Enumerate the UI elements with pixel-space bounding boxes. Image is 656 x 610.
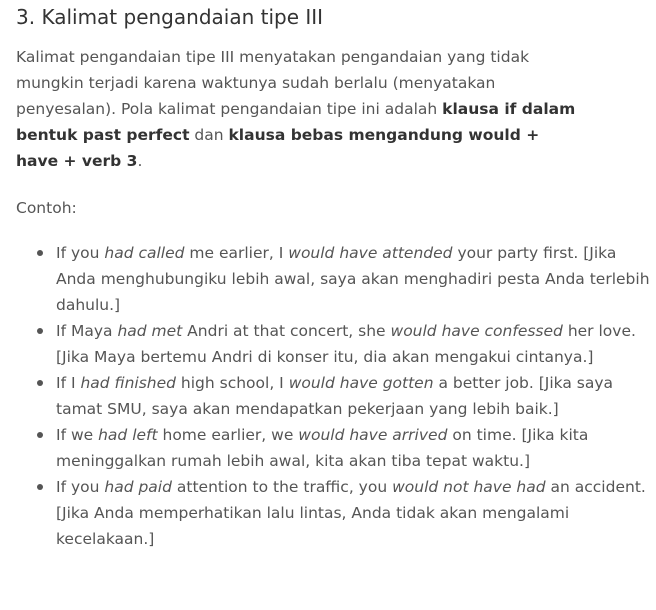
intro-paragraph	[16, 44, 576, 174]
bullet-icon	[37, 250, 43, 256]
section-heading: 3. Kalimat pengandaian tipe III	[16, 5, 324, 29]
intro-bold-1: klausa if dalam bentuk past perfect	[16, 100, 576, 144]
example-italic: would have confessed	[390, 322, 563, 340]
examples-list	[0, 240, 656, 552]
example-italic: had paid	[104, 478, 172, 496]
example-italic: would have gotten	[288, 374, 434, 392]
example-text: me earlier, I	[184, 244, 289, 262]
example-italic: had finished	[80, 374, 176, 392]
bullet-icon	[37, 484, 43, 490]
contoh-label: Contoh:	[16, 199, 77, 217]
bullet-icon	[37, 432, 43, 438]
example-item	[56, 422, 656, 474]
intro-text-1: Kalimat pengandaian tipe III menyatakan pengandaian yang tidak mungkin terjadi karena waktunya sudah berlalu (menyatakan penyesalan). Pola kalimat pengandaian tipe ini adalah	[16, 48, 534, 118]
example-text: home earlier, we	[157, 426, 299, 444]
example-text: attention to the traffic, you	[171, 478, 393, 496]
example-text: Andri at that concert, she	[182, 322, 391, 340]
example-italic: had left	[98, 426, 158, 444]
example-text: If I	[56, 374, 81, 392]
intro-bold-2: klausa bebas mengandung would + have + verb 3	[16, 126, 540, 170]
example-text: a better job. [Jika saya tamat SMU, saya akan mendapatkan pekerjaan yang lebih baik.]	[56, 374, 618, 418]
example-text: If we	[56, 426, 99, 444]
example-item	[56, 474, 656, 552]
example-italic: would not have had	[392, 478, 546, 496]
intro-text-3: .	[137, 152, 143, 170]
example-text: your party first. [Jika Anda menghubungiku lebih awal, saya akan menghadiri pesta Anda terlebih dahulu.]	[56, 244, 655, 314]
bullet-icon	[37, 328, 43, 334]
example-item	[56, 240, 656, 318]
example-item	[56, 370, 656, 422]
example-italic: had called	[104, 244, 185, 262]
example-text: high school, I	[175, 374, 289, 392]
bullet-icon	[37, 380, 43, 386]
example-italic: would have attended	[288, 244, 453, 262]
intro-text-2: dan	[189, 126, 229, 144]
example-item	[56, 318, 656, 370]
example-text: an accident. [Jika Anda memperhatikan lalu lintas, Anda tidak akan mengalami kecelakaan.]	[56, 478, 651, 548]
example-text: If Maya	[56, 322, 118, 340]
example-text: on time. [Jika kita meninggalkan rumah lebih awal, kita akan tiba tepat waktu.]	[56, 426, 594, 470]
example-text: her love. [Jika Maya bertemu Andri di konser itu, dia akan mengakui cintanya.]	[56, 322, 641, 366]
example-italic: would have arrived	[298, 426, 448, 444]
example-italic: had met	[117, 322, 183, 340]
example-text: If you	[56, 478, 105, 496]
example-text: If you	[56, 244, 105, 262]
